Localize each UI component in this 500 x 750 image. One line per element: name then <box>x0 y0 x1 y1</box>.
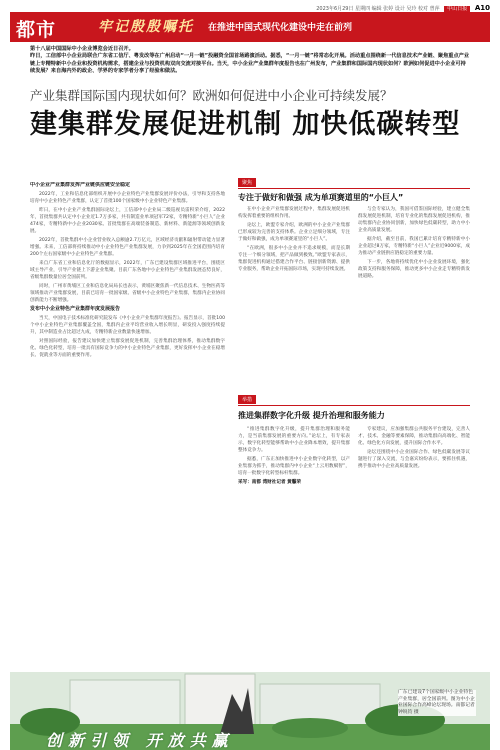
lead-paragraph <box>30 46 470 76</box>
focus-paragraph: “在欧洲，很多中小企业并不追求规模，而是长期专注一个细分领域，把产品做到极致。”欧盟专家表示，集群促进机构通过搭建合作平台、链接创新资源、提供专业服务，帮助企业开拓国际市场，实现可持续发展。 <box>238 246 350 272</box>
focus-paragraph: 据介绍，截至目前，我国已累计培育专精特新中小企业超过8万家，专精特新“小巨人”企业近9000家，成为推动产业链供应链稳定的重要力量。 <box>358 237 470 256</box>
measures-label: 举措 <box>238 395 256 404</box>
slogan-big: 牢记殷殷嘱托 <box>98 19 194 35</box>
page-number: A10 <box>474 4 490 12</box>
left-paragraph: 同时，广州市黄埔区工业和信息化局局长也表示，黄埔区聚焦新一代信息技术、生物医药等领域推动产业集群发展，目前已培育一批国家级、省级中小企业特色产业集群，集群内企业协同创新能力不断增强。 <box>30 284 225 303</box>
main-headline: 建集群发展促进机制 加快低碳转型 <box>30 109 461 140</box>
left-paragraph: 当天，中国电子技术标准化研究院发布《中小企业产业集群年度报告》。报告显示，首批100个中小企业特色产业集群覆盖全国，集群内企业平均营业收入增长明显，研发投入强度持续提升，其中制造业占比超过九成，专精特新企业数量快速增加。 <box>30 316 225 335</box>
masthead-banner <box>10 12 490 42</box>
left-column <box>30 182 225 642</box>
bottom-divider <box>238 405 470 406</box>
dateline: 2023年6月29日 星期四 编辑 张婷 设计 吴玲 校对 曾萍 <box>316 6 440 12</box>
byline: 采写：南都 湾财社记者 黄馨荣 <box>238 480 301 485</box>
slogan-small: 在推进中国式现代化建设中走在前列 <box>208 23 353 33</box>
focus-paragraph: 下一步，各地将持续优化中小企业发展环境，强化政策支持和服务保障，推动更多中小企业走专精特新发展道路。 <box>358 260 470 279</box>
section-title: 都市 <box>16 19 57 41</box>
measures-column-2 <box>358 426 470 576</box>
top-divider <box>238 188 470 189</box>
focus-column-2 <box>358 206 470 376</box>
focus-title: 专注于做好和做强 成为单项赛道里的“小巨人” <box>238 193 404 202</box>
left-paragraph: 2022年，工业和信息化部组织开展中小企业特色产业集群发展评价办法，引导和支持各地培育中小企业特色产业集群，认定了首批100个国家级中小企业特色产业集群。 <box>30 192 225 204</box>
lead-line-2: 昨日，工信部中小企业局联合广东省工信厅、粤发改等在广州启动“一月一链”投融资全国首场路演活动。据悉，“一月一链”将常态化开展。活动重点围绕新一代信息技术产业链、聚焦重点产业链上专精特新中小企业和投资机构需求，搭建企业与投资机构双向交流对接平台。当天，中小企业产业集群年度报告也在广州发布，产业集群和国际国内现状如何？欧洲如何促进中小企业可持续发展？来自海内外的政企、学界的专家学者分享了经验和做法。 <box>30 53 470 75</box>
measures-paragraph: 专家建议，应加强集群公共服务平台建设，完善人才、技术、金融等要素保障，推动集群向高端化、智能化、绿色化方向发展，提升国际合作水平。 <box>358 427 470 446</box>
measures-title: 推进集群数字化升级 提升治理和服务能力 <box>238 411 385 420</box>
section-2-title: 发布中小企业特色产业集群年度发展报告 <box>30 306 121 312</box>
focus-label: 聚焦 <box>238 178 256 187</box>
photo-caption: 广东已建设7个国家级中小企业特色产业集群，居全国前列。图为中小企业国际合作高峰论坛现场。南都记者 钟锐钧 摄 <box>398 690 475 715</box>
paper-tag: 中山日报 <box>444 6 470 12</box>
focus-column-1 <box>238 206 350 376</box>
left-paragraph: 来自广东省工业和信息化厅的数据显示，2022年，广东已建设集群区域推进平台，围绕区域主导产业，引导产业链上下游企业集聚。目前广东各地中小企业特色产业集群发展态势良好，省级集群数量位居全国前列。 <box>30 261 225 280</box>
left-paragraph: 对照国际经验，报告建议加快建立集群发展促进机制，完善集群治理体系，推动集群数字化、绿色化转型，培育一批具有国际竞争力的中小企业特色产业集群，更好发挥中小企业在稳增长、促就业等方面的重要作用。 <box>30 339 225 358</box>
dateline-bar <box>30 4 490 12</box>
photo-overlay-text: 创新引领 开放共赢 <box>46 731 234 750</box>
focus-paragraph: 论坛上，欧盟专家介绍，欧洲的中小企业产业集群已形成较为完善的支持体系。企业立足细分领域，专注于做好和做强，成为单项赛道里的“小巨人”。 <box>238 223 350 242</box>
left-paragraph: 2022年，首批集群中小企业营业收入总额逾2.7万亿元，区域经济贡献和辐射带动能力显著增强。未来，工信部将持续推动中小企业特色产业集群发展，力争到2025年在全国范围内培育200个左右国家级中小企业特色产业集群。 <box>30 238 225 257</box>
measures-paragraph: 论坛还围绕中小企业国际合作、绿色低碳发展等议题进行了深入交流，与会嘉宾纷纷表示，要抓住机遇，携手推动中小企业高质量发展。 <box>358 450 470 469</box>
lead-line-1: 第十八届中国国际中小企业博览会近日召开。 <box>30 46 134 52</box>
focus-paragraph: 在中小企业产业集群发展过程中，集群发展促进机构发挥着重要的组织作用。 <box>238 207 350 219</box>
focus-paragraph: 与会专家认为，我国可借鉴国际经验，建立健全集群发展促进机制，培育专业化的集群发展促进机构，推动集群内企业协同创新，加快绿色低碳转型，助力中小企业高质量发展。 <box>358 207 470 233</box>
section-1-title: 中小企业产业集群发挥产业链供应链安全稳定 <box>30 182 131 188</box>
measures-paragraph: “推进集群数字化升级，提升集群治理和服务能力，是当前集群发展的重要方向。”论坛上，有专家表示，数字化转型能够帮助中小企业降本增效，提升集群整体竞争力。 <box>238 427 350 453</box>
measures-paragraph: 据悉，广东正加快推进中小企业数字化转型，以产业集群为抓手，推动集群内中小企业“上云用数赋智”，培育一批数字化转型标杆集群。 <box>238 457 350 476</box>
kicker-headline: 产业集群国际国内现状如何？欧洲如何促进中小企业可持续发展？ <box>30 88 393 103</box>
left-paragraph: 昨日，在中小企业产业集群国际论坛上，工信部中小企业局二级巡视员雷积荣介绍，2022年，首批集群共认定中小企业近1.7万多家，共有制造业单项冠军72家，专精特新“小巨人”企业474家，专精特新中小企业2030家。首批集群在高端装备制造、新材料、新能源等领域创新发展。 <box>30 208 225 234</box>
measures-column-1 <box>238 426 350 666</box>
